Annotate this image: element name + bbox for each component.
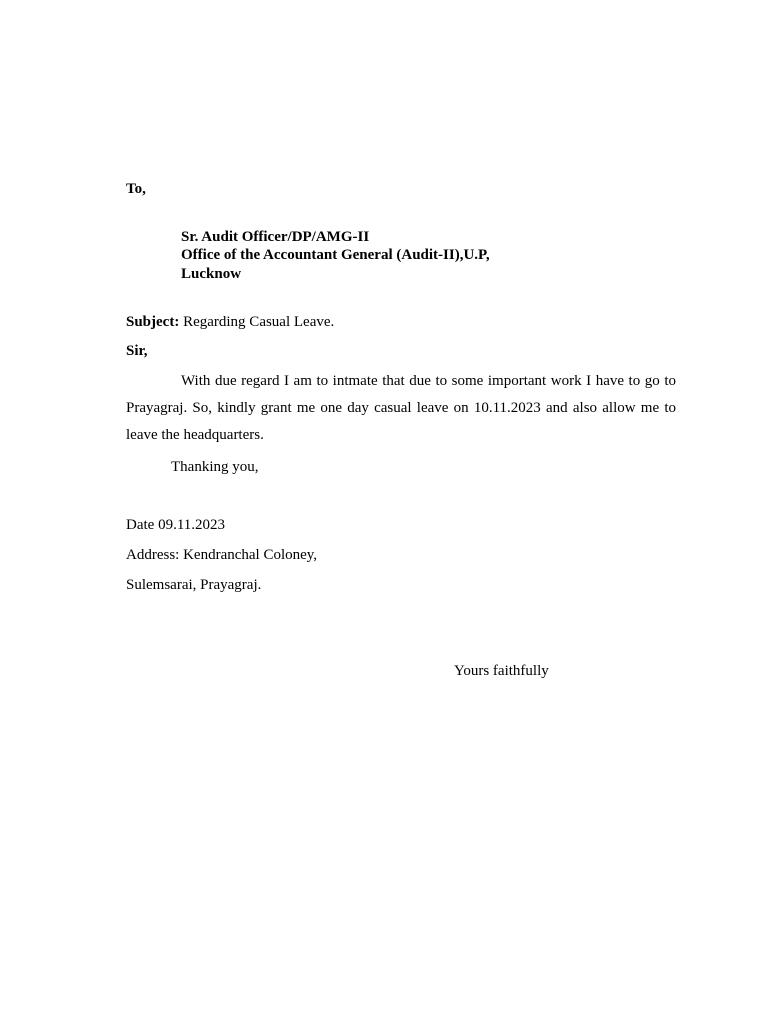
address-line-2: Sulemsarai, Prayagraj. (126, 577, 262, 593)
subject-line (126, 313, 334, 331)
body-paragraph: With due regard I am to intmate that due to some important work I have to go to Prayagraj. So, kindly grant me one day casual leave on 10.11.2023 and also allow me to leave the headquarters. (126, 373, 676, 443)
to-label: To, (126, 181, 146, 197)
subject-text: Regarding Casual Leave. (179, 314, 335, 330)
subject-label: Subject: (126, 314, 180, 330)
date-line: Date 09.11.2023 (126, 517, 226, 533)
address-line-1: Address: Kendranchal Coloney, (126, 547, 318, 563)
recipient-line-1: Sr. Audit Officer/DP/AMG-II (181, 229, 370, 245)
closing-line: Yours faithfully (454, 663, 549, 679)
recipient-line-2: Office of the Accountant General (Audit-II),U.P, (181, 247, 490, 263)
thanks-line: Thanking you, (171, 459, 259, 475)
greeting: Sir, (126, 343, 148, 359)
recipient-line-3: Lucknow (181, 266, 242, 282)
